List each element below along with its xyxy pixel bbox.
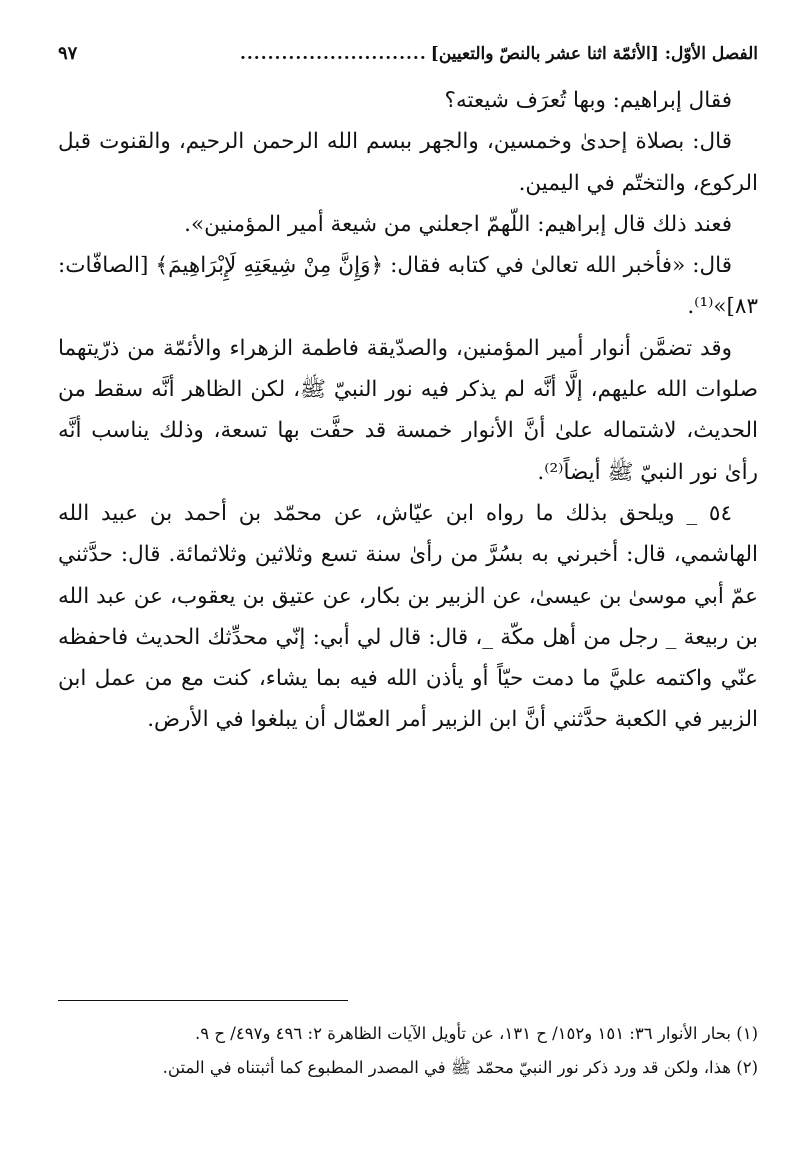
- book-page: [58, 28, 758, 1138]
- footnotes: [58, 1018, 758, 1086]
- page-number: ٩٧: [58, 43, 78, 64]
- paragraph: وقد تضمَّن أنوار أمير المؤمنين، والصدّيقة فاطمة الزهراء والأئمّة من ذرّيتهما صلوات الله عليهم، إلَّا أنَّه لم يذكر فيه نور النبيّ ﷺ، لكن الظاهر أنَّه سقط من الحديث، لاشتماله علىٰ أنَّ الأنوار خمسة قد حفَّت بها تسعة، وذلك يناسب أنَّه رأىٰ نور النبيّ ﷺ أيضاً⁽²⁾.: [58, 335, 758, 485]
- running-header: [58, 28, 758, 64]
- paragraph: قال: بصلاة إحدىٰ وخمسين، والجهر ببسم الله الرحمن الرحيم، والقنوت قبل الركوع، والتختّم في اليمين.: [58, 129, 758, 196]
- footnote: (١) بحار الأنوار ٣٦: ١٥١ و١٥٢/ ح ١٣١، عن تأويل الآيات الظاهرة ٢: ٤٩٦ و٤٩٧/ ح ٩.: [195, 1024, 758, 1043]
- leader-dots: ...........................: [239, 44, 427, 64]
- paragraph: فعند ذلك قال إبراهيم: اللّهمّ اجعلني من شيعة أمير المؤمنين».: [184, 211, 732, 237]
- footnote: (٢) هذا، ولكن قد ورد ذكر نور النبيّ محمّد ﷺ في المصدر المطبوع كما أثبتناه في المتن.: [162, 1058, 758, 1077]
- footnote-divider: [58, 1000, 348, 1001]
- chapter-title: الفصل الأوّل: [الأئمّة اثنا عشر بالنصّ والتعيين]: [430, 44, 758, 64]
- paragraph: قال: «فأخبر الله تعالىٰ في كتابه فقال: ﴿وَإِنَّ مِنْ شِيعَتِهِ لَإِبْرَاهِيمَ﴾ [الصافّات: ٨٣]»⁽¹⁾.: [58, 253, 758, 320]
- main-text: [58, 80, 758, 741]
- paragraph: ٥٤ _ ويلحق بذلك ما رواه ابن عيّاش، عن محمّد بن أحمد بن عبيد الله الهاشمي، قال: أخبرني به بسُرَّ من رأىٰ سنة تسع وثلاثين وثلاثمائة. قال: حدَّثني عمّ أبي موسىٰ بن عيسىٰ، عن الزبير بن بكار، عن عتيق بن يعقوب، عن عبد الله بن ربيعة _ رجل من أهل مكّة _، قال: قال لي أبي: إنّي محدِّثك الحديث فاحفظه عنّي واكتمه عليَّ ما دمت حيّاً أو يأذن الله فيه بما يشاء، كنت مع من عمل ابن الزبير في الكعبة حدَّثني أنَّ ابن الزبير أمر العمّال أن يبلغوا في الأرض.: [58, 500, 758, 733]
- paragraph: فقال إبراهيم: وبها تُعرَف شيعته؟: [444, 88, 732, 113]
